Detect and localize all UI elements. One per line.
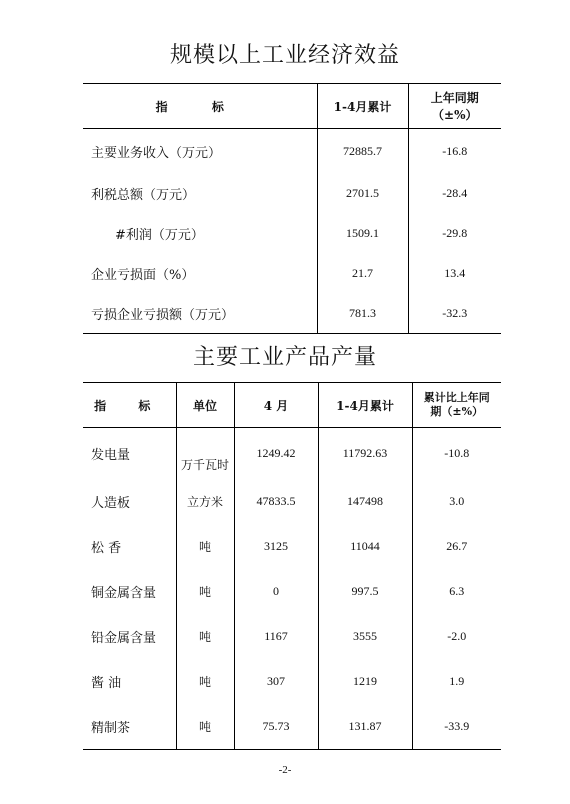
header-yoy: 累计比上年同 期（±%） [412, 383, 501, 428]
row-ytd: 3555 [318, 614, 412, 659]
row-name: 企业亏损面（%） [91, 267, 195, 283]
row-name: 铜金属含量 [91, 586, 157, 601]
row-name: 人造板 [91, 496, 131, 511]
table-header-row [83, 84, 501, 129]
table-row [83, 479, 501, 524]
row-name: 主要业务收入（万元） [91, 145, 222, 161]
row-ytd: 147498 [318, 479, 412, 524]
row-name: 发电量 [91, 448, 131, 463]
page-number: -2- [278, 764, 292, 776]
header-unit: 单位 [176, 383, 234, 428]
row-yoy: -10.8 [412, 428, 501, 480]
row-yoy: -16.8 [408, 129, 501, 174]
row-yoy: 13.4 [408, 253, 501, 293]
row-unit: 吨 [176, 659, 234, 704]
row-ytd: 11792.63 [318, 428, 412, 480]
row-ytd: 1509.1 [317, 213, 408, 253]
row-april: 3125 [234, 524, 318, 569]
row-april: 1167 [234, 614, 318, 659]
row-yoy: -32.3 [408, 293, 501, 334]
row-unit: 吨 [176, 704, 234, 750]
row-yoy: 26.7 [412, 524, 501, 569]
row-unit: 吨 [176, 569, 234, 614]
row-ytd: 11044 [318, 524, 412, 569]
table-row [83, 293, 501, 334]
row-ytd: 72885.7 [317, 129, 408, 174]
row-ytd: 781.3 [317, 293, 408, 334]
table-row [83, 253, 501, 293]
table-row [83, 213, 501, 253]
table-row [83, 524, 501, 569]
row-yoy: -33.9 [412, 704, 501, 750]
row-yoy: 3.0 [412, 479, 501, 524]
row-april: 0 [234, 569, 318, 614]
header-ytd: 1-4月累计 [318, 383, 412, 428]
row-yoy: -28.4 [408, 173, 501, 213]
table-row [83, 129, 501, 174]
economic-benefits-table [83, 83, 501, 334]
header-yoy: 上年同期 （±%） [408, 84, 501, 129]
table-row [83, 173, 501, 213]
table-row [83, 569, 501, 614]
table-header-row [83, 383, 501, 428]
row-name: 精制茶 [91, 721, 131, 736]
row-name: #利润（万元） [115, 227, 204, 243]
row-april: 47833.5 [234, 479, 318, 524]
table-row [83, 659, 501, 704]
row-name: 酱 油 [91, 676, 122, 691]
row-name: 松 香 [91, 541, 122, 556]
header-indicator: 指 标 [83, 84, 317, 129]
row-ytd: 1219 [318, 659, 412, 704]
row-april: 75.73 [234, 704, 318, 750]
row-unit: 立方米 [176, 479, 234, 524]
row-name: 亏损企业亏损额（万元） [91, 307, 235, 323]
row-yoy: -2.0 [412, 614, 501, 659]
row-unit: 吨 [176, 614, 234, 659]
table-row [83, 428, 501, 480]
row-ytd: 2701.5 [317, 173, 408, 213]
row-ytd: 21.7 [317, 253, 408, 293]
row-name: 铅金属含量 [91, 631, 157, 646]
header-indicator: 指 标 [83, 383, 176, 428]
table-row [83, 614, 501, 659]
row-name: 利税总额（万元） [91, 187, 196, 203]
row-ytd: 997.5 [318, 569, 412, 614]
row-ytd: 131.87 [318, 704, 412, 750]
row-unit: 吨 [176, 524, 234, 569]
row-april: 1249.42 [234, 428, 318, 480]
row-unit: 万千瓦时 [176, 428, 234, 480]
row-yoy: 1.9 [412, 659, 501, 704]
row-yoy: -29.8 [408, 213, 501, 253]
industrial-output-title: 主要工业产品产量 [192, 345, 377, 370]
header-ytd: 1-4月累计 [317, 84, 408, 129]
industrial-output-table [83, 382, 501, 750]
header-april: 4 月 [234, 383, 318, 428]
table-row [83, 704, 501, 750]
row-yoy: 6.3 [412, 569, 501, 614]
row-april: 307 [234, 659, 318, 704]
economic-benefits-title: 规模以上工业经济效益 [169, 43, 400, 68]
